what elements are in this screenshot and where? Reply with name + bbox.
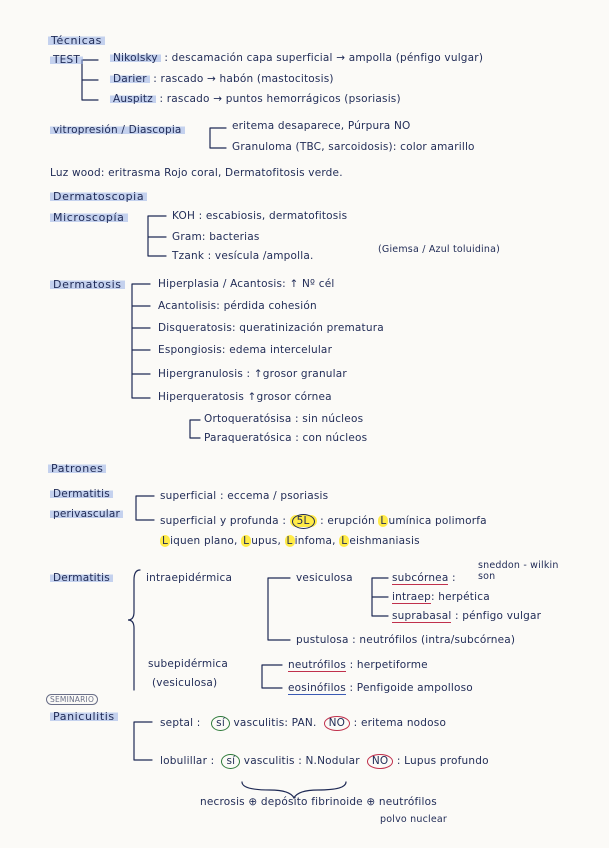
koh-line: KOH : escabiosis, dermatofitosis bbox=[172, 210, 348, 222]
tzank-line: Tzank : vesícula /ampolla. bbox=[172, 250, 314, 262]
superficial-profunda-line: superficial y profunda : 5L : erupción L umínica polimorfa bbox=[160, 515, 487, 527]
si-badge-septal: sí bbox=[211, 716, 230, 731]
dermatoscopia-title: Dermatoscopia bbox=[50, 190, 147, 203]
nikolsky-line: Nikolsky : descamación capa superficial → ampolla (pénfigo vulgar) bbox=[110, 52, 483, 64]
gram-line: Gram: bacterias bbox=[172, 231, 260, 243]
paniculitis-criteria: necrosis ⊕ depósito fibrinoide ⊕ neutrófilos bbox=[200, 796, 437, 808]
si-badge-lobulillar: sí bbox=[221, 754, 240, 769]
dermatosis-item-4: Espongiosis: edema intercelular bbox=[158, 344, 333, 356]
subepidermica-label-2: (vesiculosa) bbox=[152, 677, 218, 689]
intraepidermica-label: intraepidérmica bbox=[146, 572, 233, 584]
sneddon-wilkinson: sneddon - wilkin son bbox=[478, 560, 559, 582]
paniculitis-label: Paniculitis bbox=[50, 710, 118, 723]
test-label: TEST bbox=[50, 54, 83, 66]
darier-line: Darier : rascado → habón (mastocitosis) bbox=[110, 73, 334, 85]
5l-badge: 5L bbox=[290, 515, 317, 527]
auspitz-line: Auspitz : rascado → puntos hemorrágicos (psoriasis) bbox=[110, 93, 401, 105]
seminario-tag: SEMINARIO bbox=[46, 694, 98, 705]
pustulosa-line: pustulosa : neutrófilos (intra/subcórnea) bbox=[296, 634, 516, 646]
dermatosis-item-2: Acantolisis: pérdida cohesión bbox=[158, 300, 317, 312]
subcornea-line: subcórnea : bbox=[392, 572, 456, 584]
dermatitis-label: Dermatitis bbox=[50, 572, 113, 584]
luz-wood: Luz wood: eritrasma Rojo coral, Dermatofitosis verde. bbox=[50, 167, 343, 179]
dermatosis-item-1: Hiperplasia / Acantosis: ↑ Nº cél bbox=[158, 278, 335, 290]
septal-line: septal : sí vasculitis: PAN. NO : eritema nodoso bbox=[160, 717, 447, 729]
superficial-line: superficial : eccema / psoriasis bbox=[160, 490, 329, 502]
tzank-note: (Giemsa / Azul toluidina) bbox=[378, 244, 501, 255]
intraep-line: intraep: herpética bbox=[392, 591, 490, 603]
patrones-title: Patrones bbox=[48, 462, 106, 475]
eosinofilos-line: eosinófilos : Penfigoide ampolloso bbox=[288, 682, 473, 694]
five-l-list: L iquen plano, L upus, L infoma, L eishmaniasis bbox=[162, 535, 420, 547]
dermatitis-perivascular-label-1: Dermatitis bbox=[50, 488, 113, 500]
dermatosis-item-6: Hiperqueratosis ↑grosor córnea bbox=[158, 391, 332, 403]
vitro-granuloma: Granuloma (TBC, sarcoidosis): color amarillo bbox=[232, 141, 475, 153]
vitropresion-label: vitropresión / Diascopia bbox=[50, 124, 185, 136]
microscopia-title: Microscopía bbox=[50, 211, 128, 224]
no-badge-septal: NO bbox=[324, 716, 351, 731]
subepidermica-label-1: subepidérmica bbox=[148, 658, 229, 670]
no-badge-lobulillar: NO bbox=[367, 754, 394, 769]
lobulillar-line: lobulillar : sí vasculitis : N.Nodular NO : Lupus profundo bbox=[160, 755, 489, 767]
dermatosis-item-3: Disqueratosis: queratinización prematura bbox=[158, 322, 384, 334]
dermatosis-item-5: Hipergranulosis : ↑grosor granular bbox=[158, 368, 347, 380]
vitro-eritema: eritema desaparece, Púrpura NO bbox=[232, 120, 411, 132]
paraqueratosis: Paraqueratósica : con núcleos bbox=[204, 432, 368, 444]
ortoqueratosis: Ortoqueratósisa : sin núcleos bbox=[204, 413, 364, 425]
section-title-tecnicas: Técnicas bbox=[48, 34, 105, 47]
vesiculosa-label: vesiculosa bbox=[296, 572, 353, 584]
suprabasal-line: suprabasal : pénfigo vulgar bbox=[392, 610, 542, 622]
polvo-nuclear: polvo nuclear bbox=[380, 814, 448, 825]
dermatitis-perivascular-label-2: perivascular bbox=[50, 508, 123, 520]
dermatosis-label: Dermatosis bbox=[50, 278, 125, 291]
neutrofilos-line: neutrófilos : herpetiforme bbox=[288, 659, 428, 671]
